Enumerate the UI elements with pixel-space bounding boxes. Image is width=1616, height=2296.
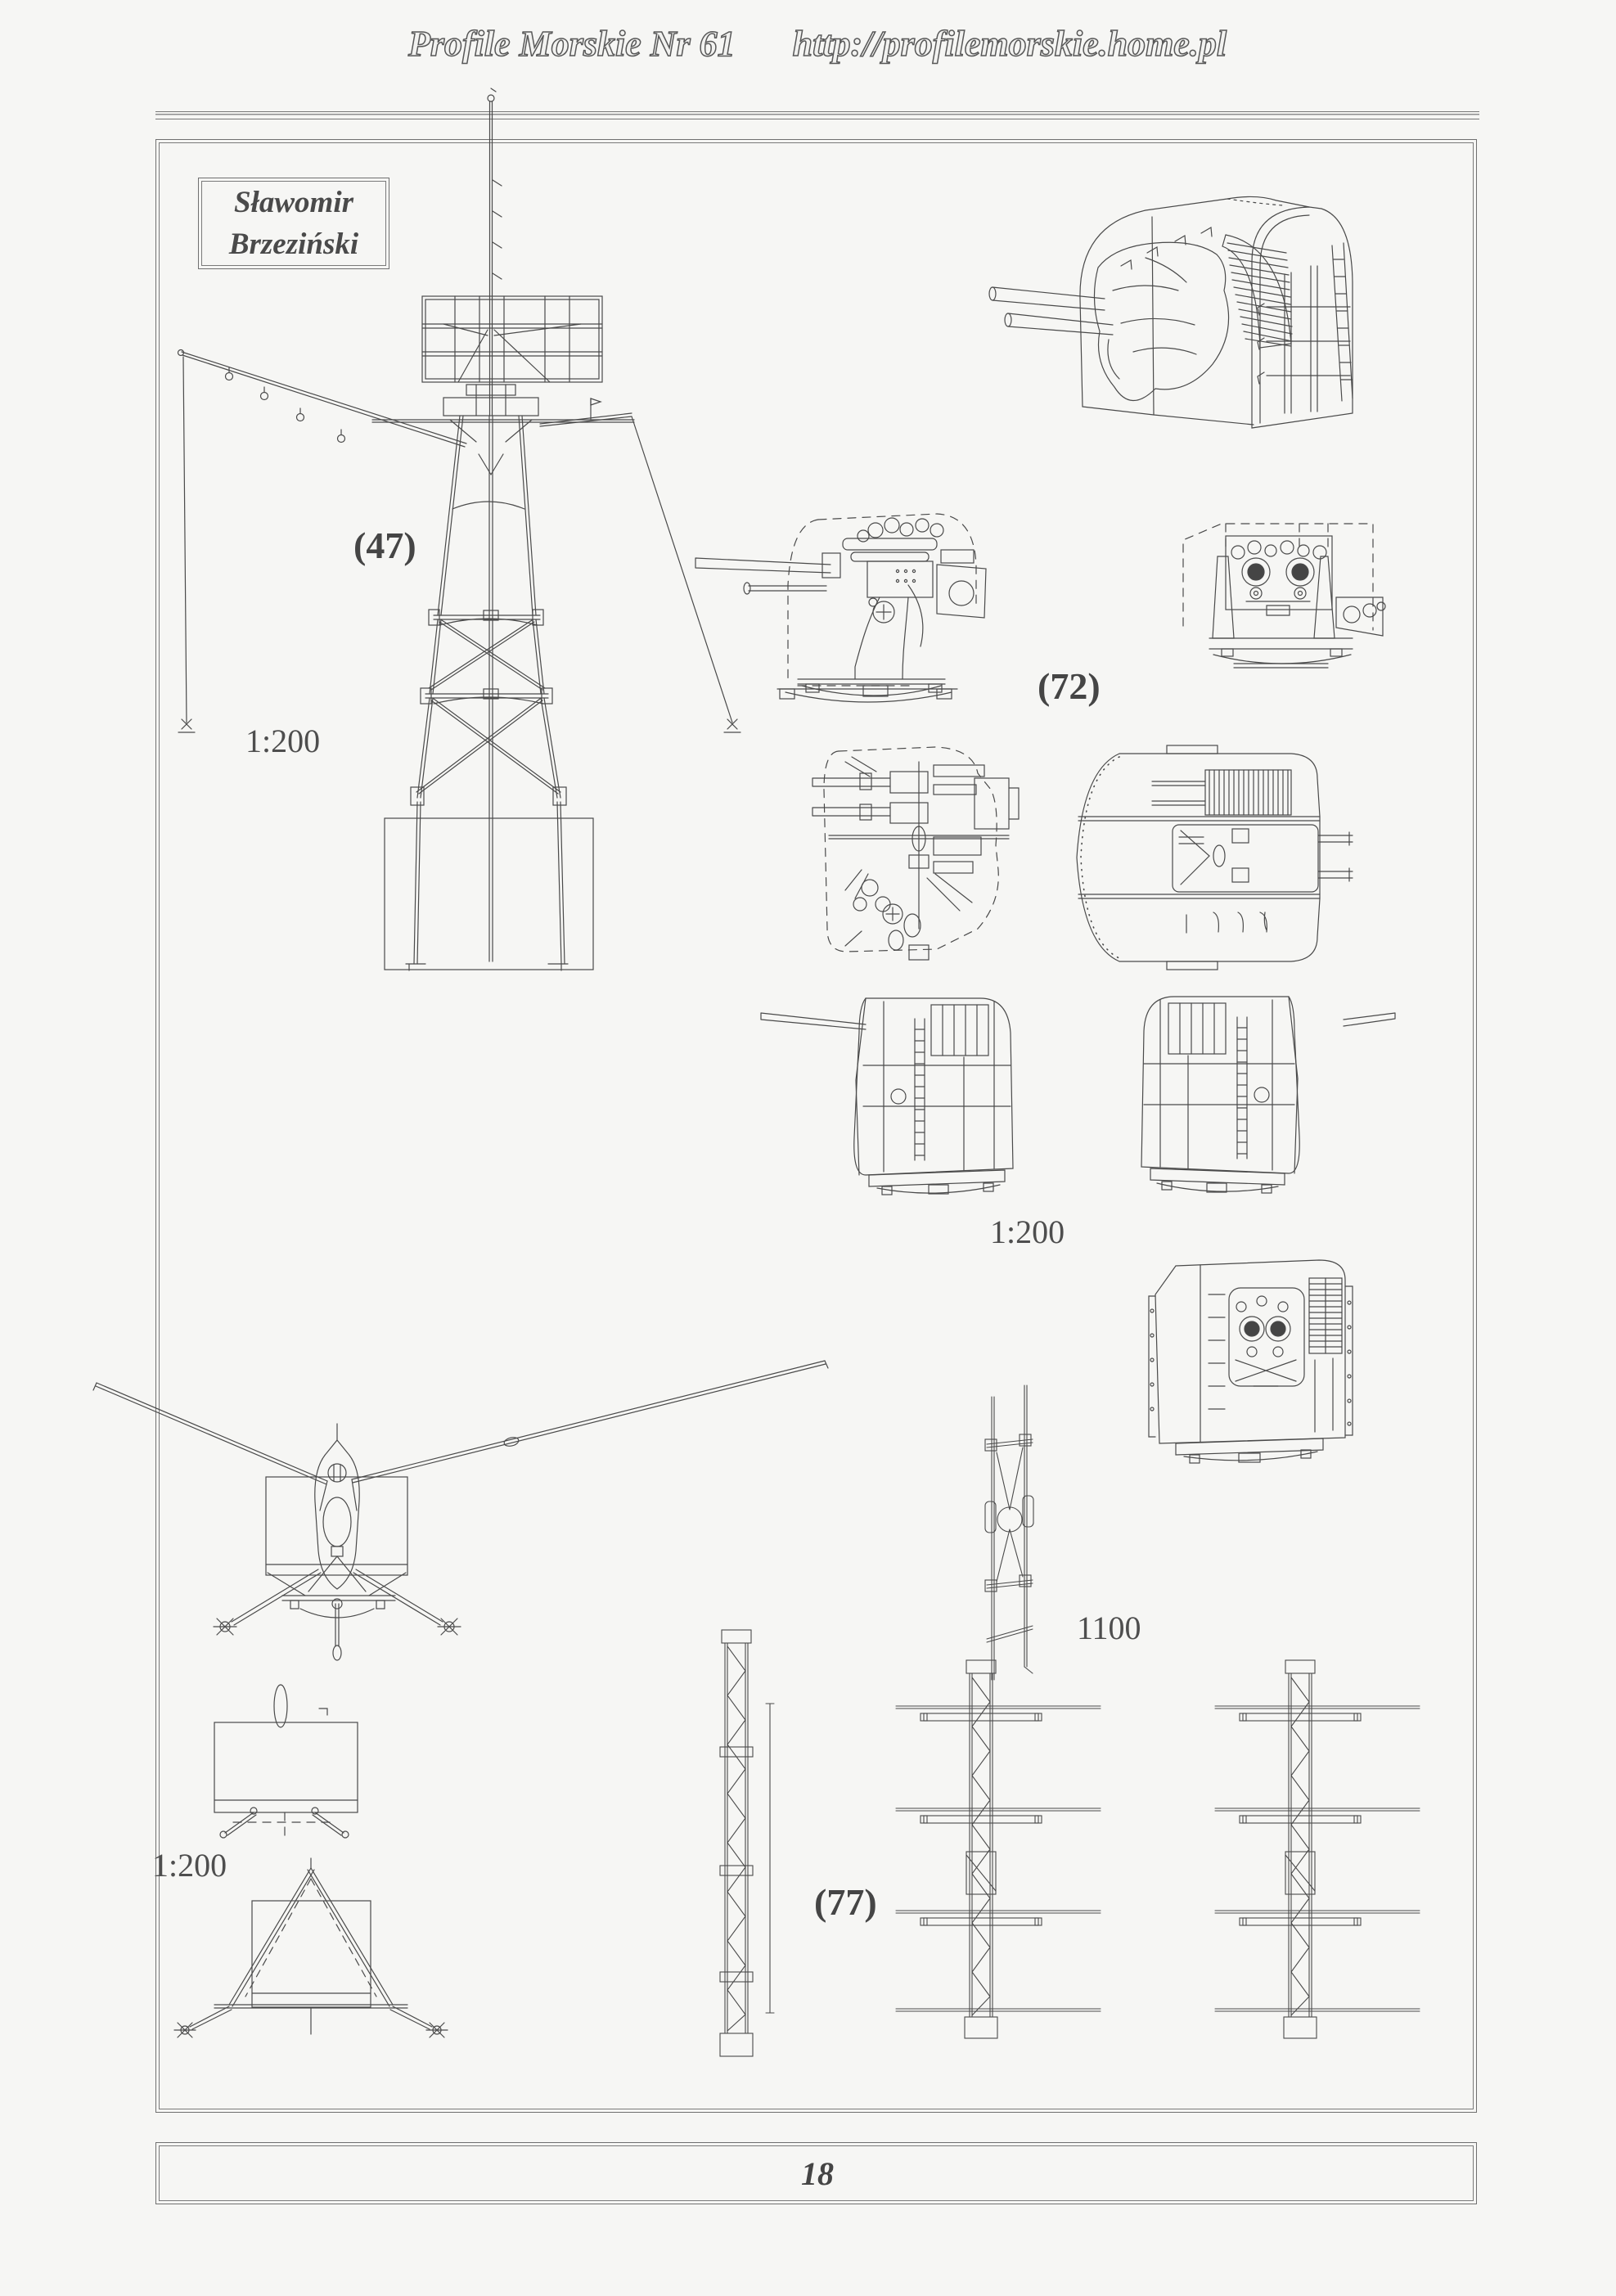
publication-url: http://profilemorskie.home.pl xyxy=(792,24,1227,64)
author-last-name: Brzeziński xyxy=(228,227,359,261)
turret-perspective-drawing xyxy=(982,168,1375,446)
tripod-plan-drawing xyxy=(164,1856,454,2056)
turret-top-view-drawing xyxy=(1046,739,1353,976)
scale-label-mast: 1:200 xyxy=(245,723,321,759)
lattice-towers-2-3-drawing xyxy=(896,1657,1440,2074)
dimension-1100: 1100 xyxy=(1077,1609,1141,1646)
lattice-tower-1-drawing xyxy=(700,1628,777,2070)
author-first-name: Sławomir xyxy=(234,185,353,219)
figure-number-47: (47) xyxy=(353,524,416,566)
turret-side-view-left-drawing xyxy=(761,982,1031,1203)
page-number: 18 xyxy=(801,2154,834,2192)
mast-side-view-drawing xyxy=(74,82,745,982)
gun-top-view-drawing xyxy=(813,739,1027,976)
scale-label-bottom: 1:200 xyxy=(152,1847,227,1884)
platform-plan-drawing xyxy=(205,1679,368,1847)
turret-side-view-right-drawing xyxy=(1137,980,1395,1201)
page-header xyxy=(155,23,1479,65)
figure-number-77: (77) xyxy=(814,1881,877,1923)
gun-front-view-drawing xyxy=(1177,503,1410,704)
figure-number-72: (72) xyxy=(1038,665,1101,707)
scale-label-turret: 1:200 xyxy=(990,1213,1065,1250)
turret-rear-view-drawing xyxy=(1131,1245,1372,1470)
publication-title: Profile Morskie Nr 61 xyxy=(407,24,736,64)
gun-side-view-drawing xyxy=(691,507,1011,712)
mast-top-view-drawing xyxy=(86,1350,835,1665)
